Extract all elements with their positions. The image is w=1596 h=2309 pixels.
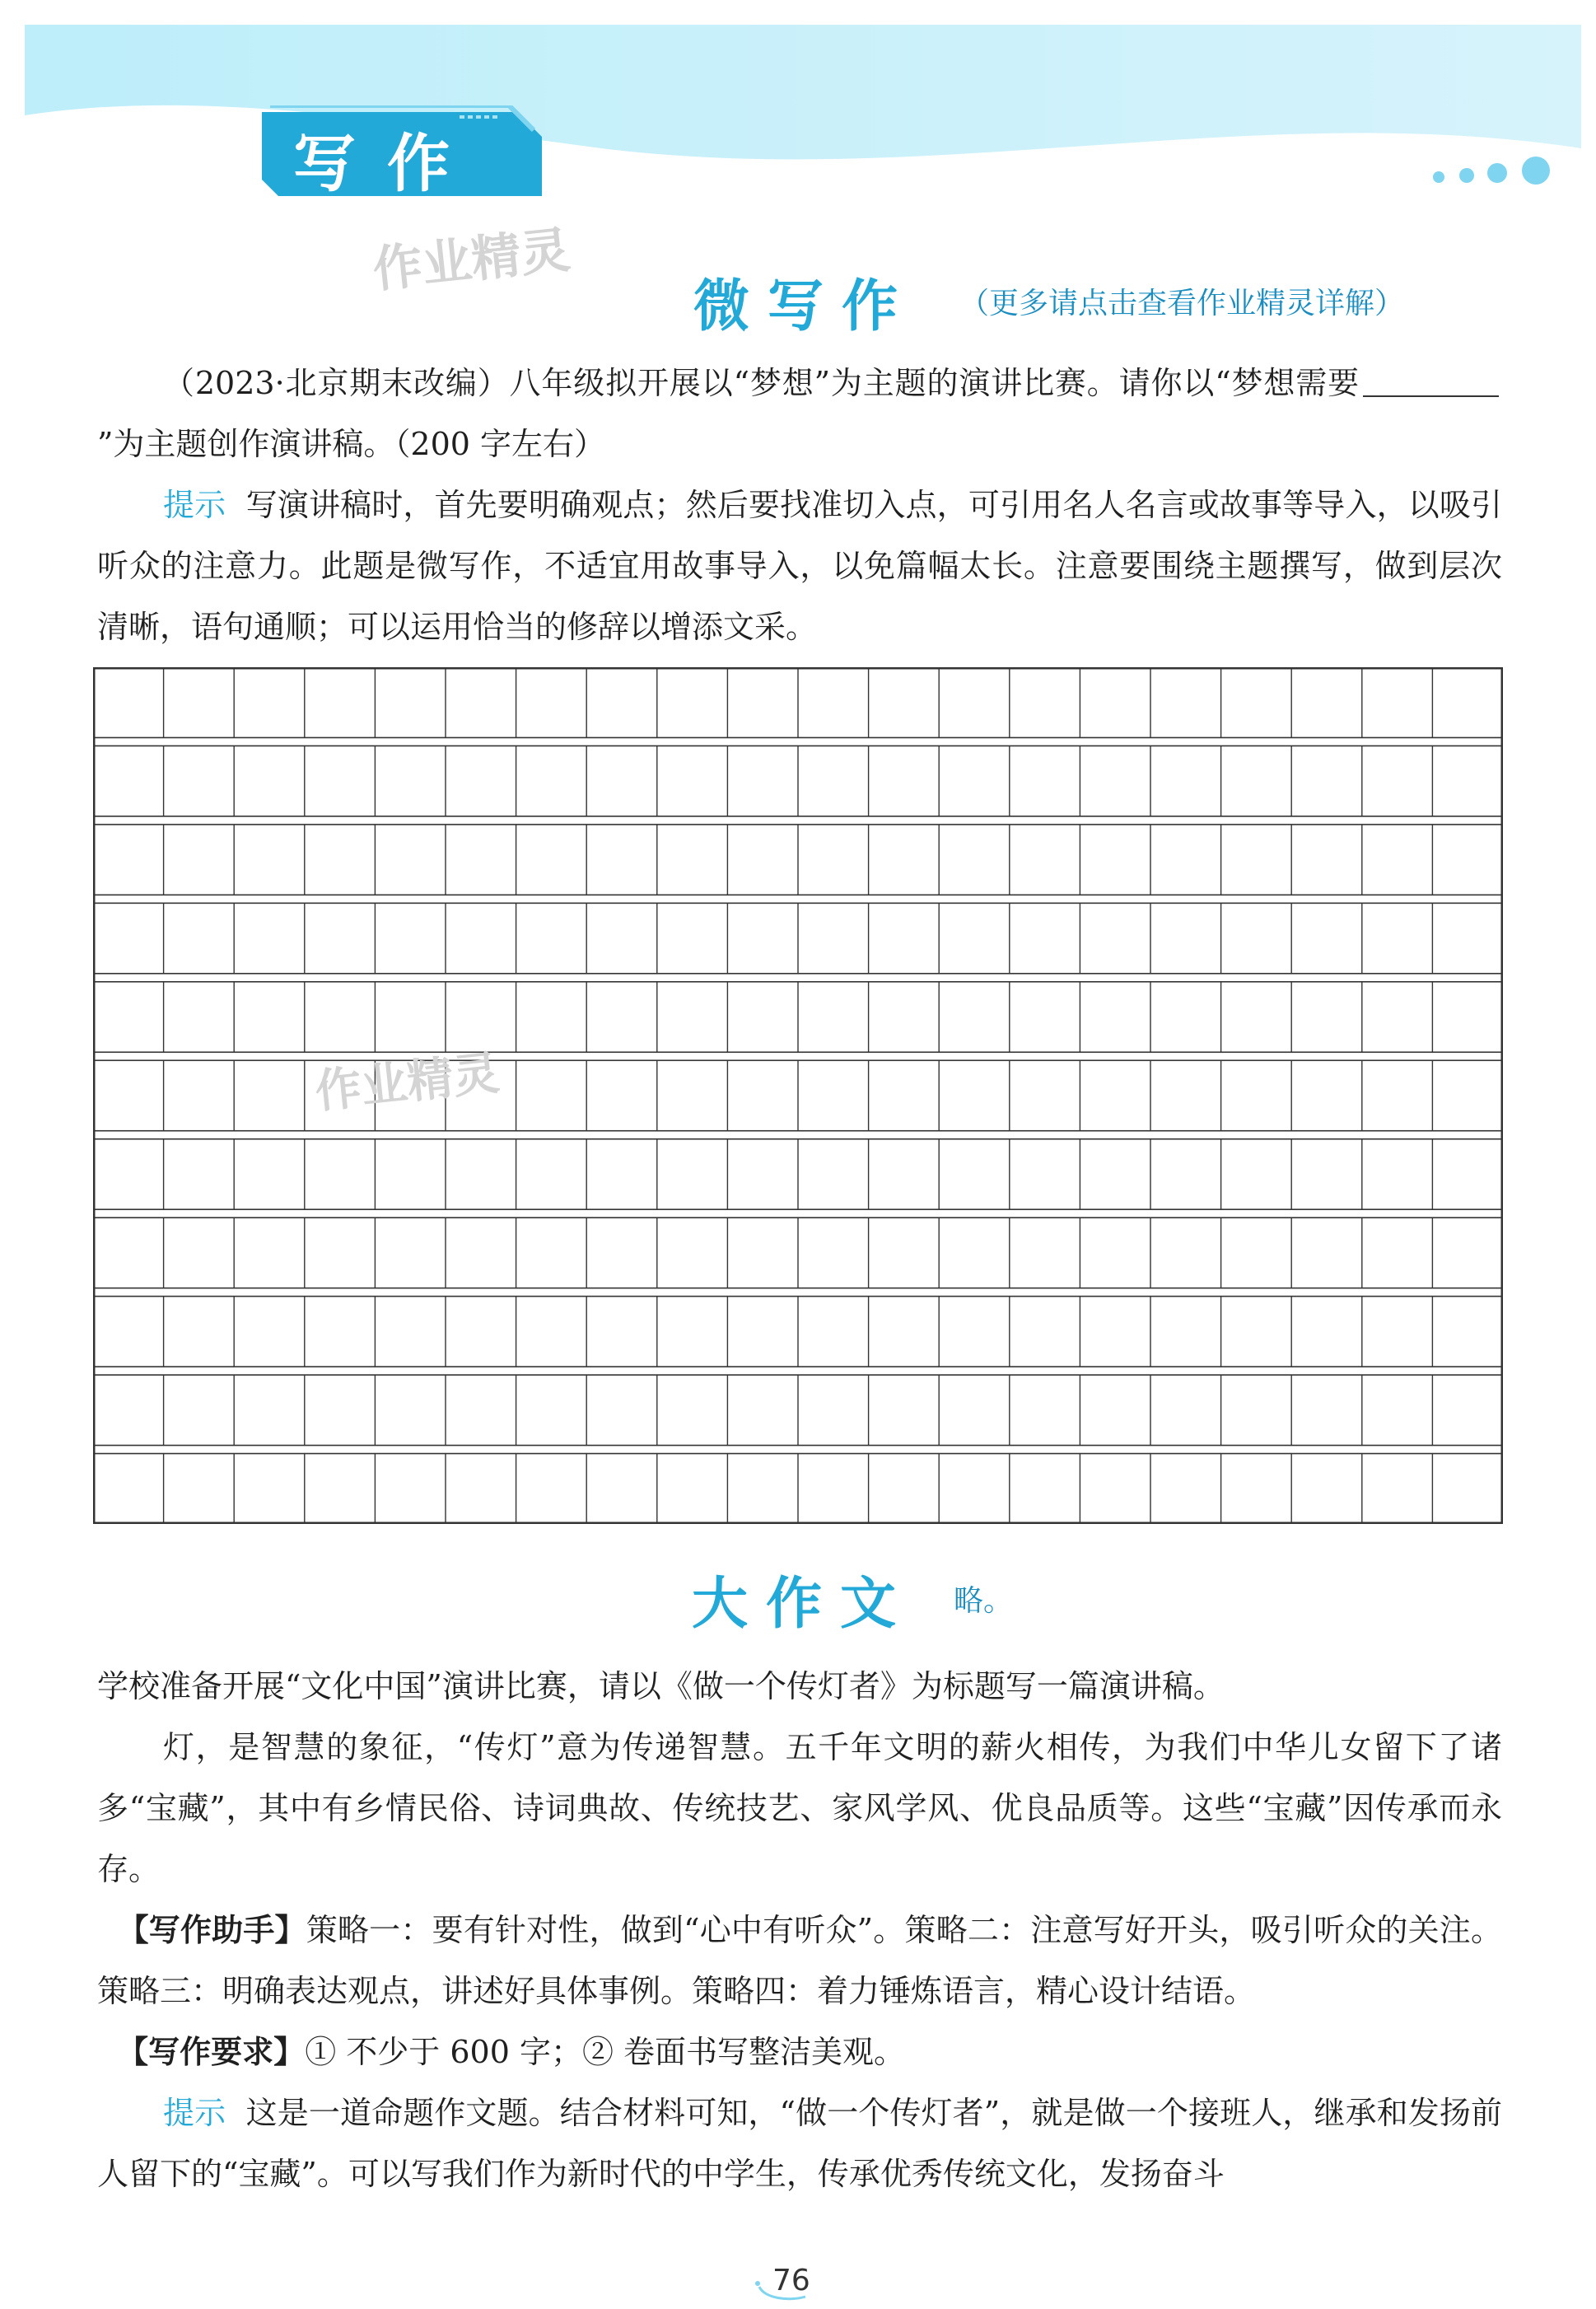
big-writing-heading: 大作文: [692, 1572, 915, 1637]
grid-row: [93, 1218, 1503, 1288]
grid-row: [93, 903, 1503, 973]
grid-row: [93, 1060, 1503, 1130]
decor-dot: [1487, 163, 1507, 183]
tip-label: 提示: [163, 487, 226, 523]
section-title: 写作: [293, 127, 481, 200]
watermark: 作业精灵: [370, 221, 573, 300]
grid-row: [93, 746, 1503, 816]
writing-grid[interactable]: [93, 667, 1503, 1524]
micro-writing-heading: 微写作: [693, 274, 917, 339]
tip-label: 提示: [163, 2095, 226, 2131]
decor-dot: [1459, 168, 1474, 183]
helper-text: 策略一：要有针对性，做到“心中有听众”。策略二：注意写好开头，吸引听众的关注。策略三：明确表达观点，讲述好具体事例。策略四：着力锤炼语言，精心设计结语。: [97, 1912, 1502, 2009]
page-number: 76: [772, 2264, 810, 2297]
header-wave-band: [25, 25, 1581, 165]
decor-dot: [1433, 171, 1444, 183]
grid-row: [93, 1297, 1503, 1367]
grid-row: [93, 982, 1503, 1052]
grid-row: [93, 667, 1503, 737]
helper-label: 【写作助手】: [117, 1912, 306, 1948]
decor-dot: [1522, 157, 1550, 185]
writing-requirements: [97, 2022, 1502, 2082]
grid-row: [93, 1454, 1503, 1524]
micro-writing-prompt: [97, 353, 1502, 474]
prompt-text-2: ”为主题创作演讲稿。（200 字左右）: [97, 426, 606, 462]
big-writing-tip: [97, 2082, 1502, 2204]
micro-writing-tip: [97, 474, 1502, 657]
writing-helper: [97, 1900, 1502, 2022]
prompt-text-1: （2023·北京期末改编）八年级拟开展以“梦想”为主题的演讲比赛。请你以“梦想需要: [163, 365, 1360, 401]
fill-in-blank: [1363, 371, 1499, 397]
tip-text: 写演讲稿时，首先要明确观点；然后要找准切入点，可引用名人名言或故事等导入，以吸引听众的注意力。此题是微写作，不适宜用故事导入，以免篇幅太长。注意要围绕主题撰写，做到层次清晰，语句通顺；可以运用恰当的修辞以增添文采。: [97, 487, 1502, 645]
grid-row: [93, 1375, 1503, 1445]
big-writing-prompt: 学校准备开展“文化中国”演讲比赛，请以《做一个传灯者》为标题写一篇演讲稿。: [97, 1668, 1225, 1704]
more-details-link[interactable]: （更多请点击查看作业精灵详解）: [959, 287, 1405, 320]
watermark: 作业精灵: [312, 1046, 502, 1119]
tip-text: 这是一道命题作文题。结合材料可知，“做一个传灯者”，就是做一个接班人，继承和发扬前人留下的“宝藏”。可以写我们作为新时代的中学生，传承优秀传统文化，发扬奋斗: [97, 2095, 1502, 2192]
requirements-label: 【写作要求】: [117, 2034, 306, 2070]
big-writing-material: 灯，是智慧的象征，“传灯”意为传递智慧。五千年文明的薪火相传，为我们中华儿女留下了诸多“宝藏”，其中有乡情民俗、诗词典故、传统技艺、家风学风、优良品质等。这些“宝藏”因传承而永存。: [97, 1729, 1502, 1887]
grid-row: [93, 1139, 1503, 1209]
requirements-text: ① 不少于 600 字；② 卷面书写整洁美观。: [305, 2034, 906, 2070]
section-badge: [262, 105, 542, 200]
grid-row: [93, 825, 1503, 895]
big-writing-note: 略。: [954, 1584, 1014, 1618]
